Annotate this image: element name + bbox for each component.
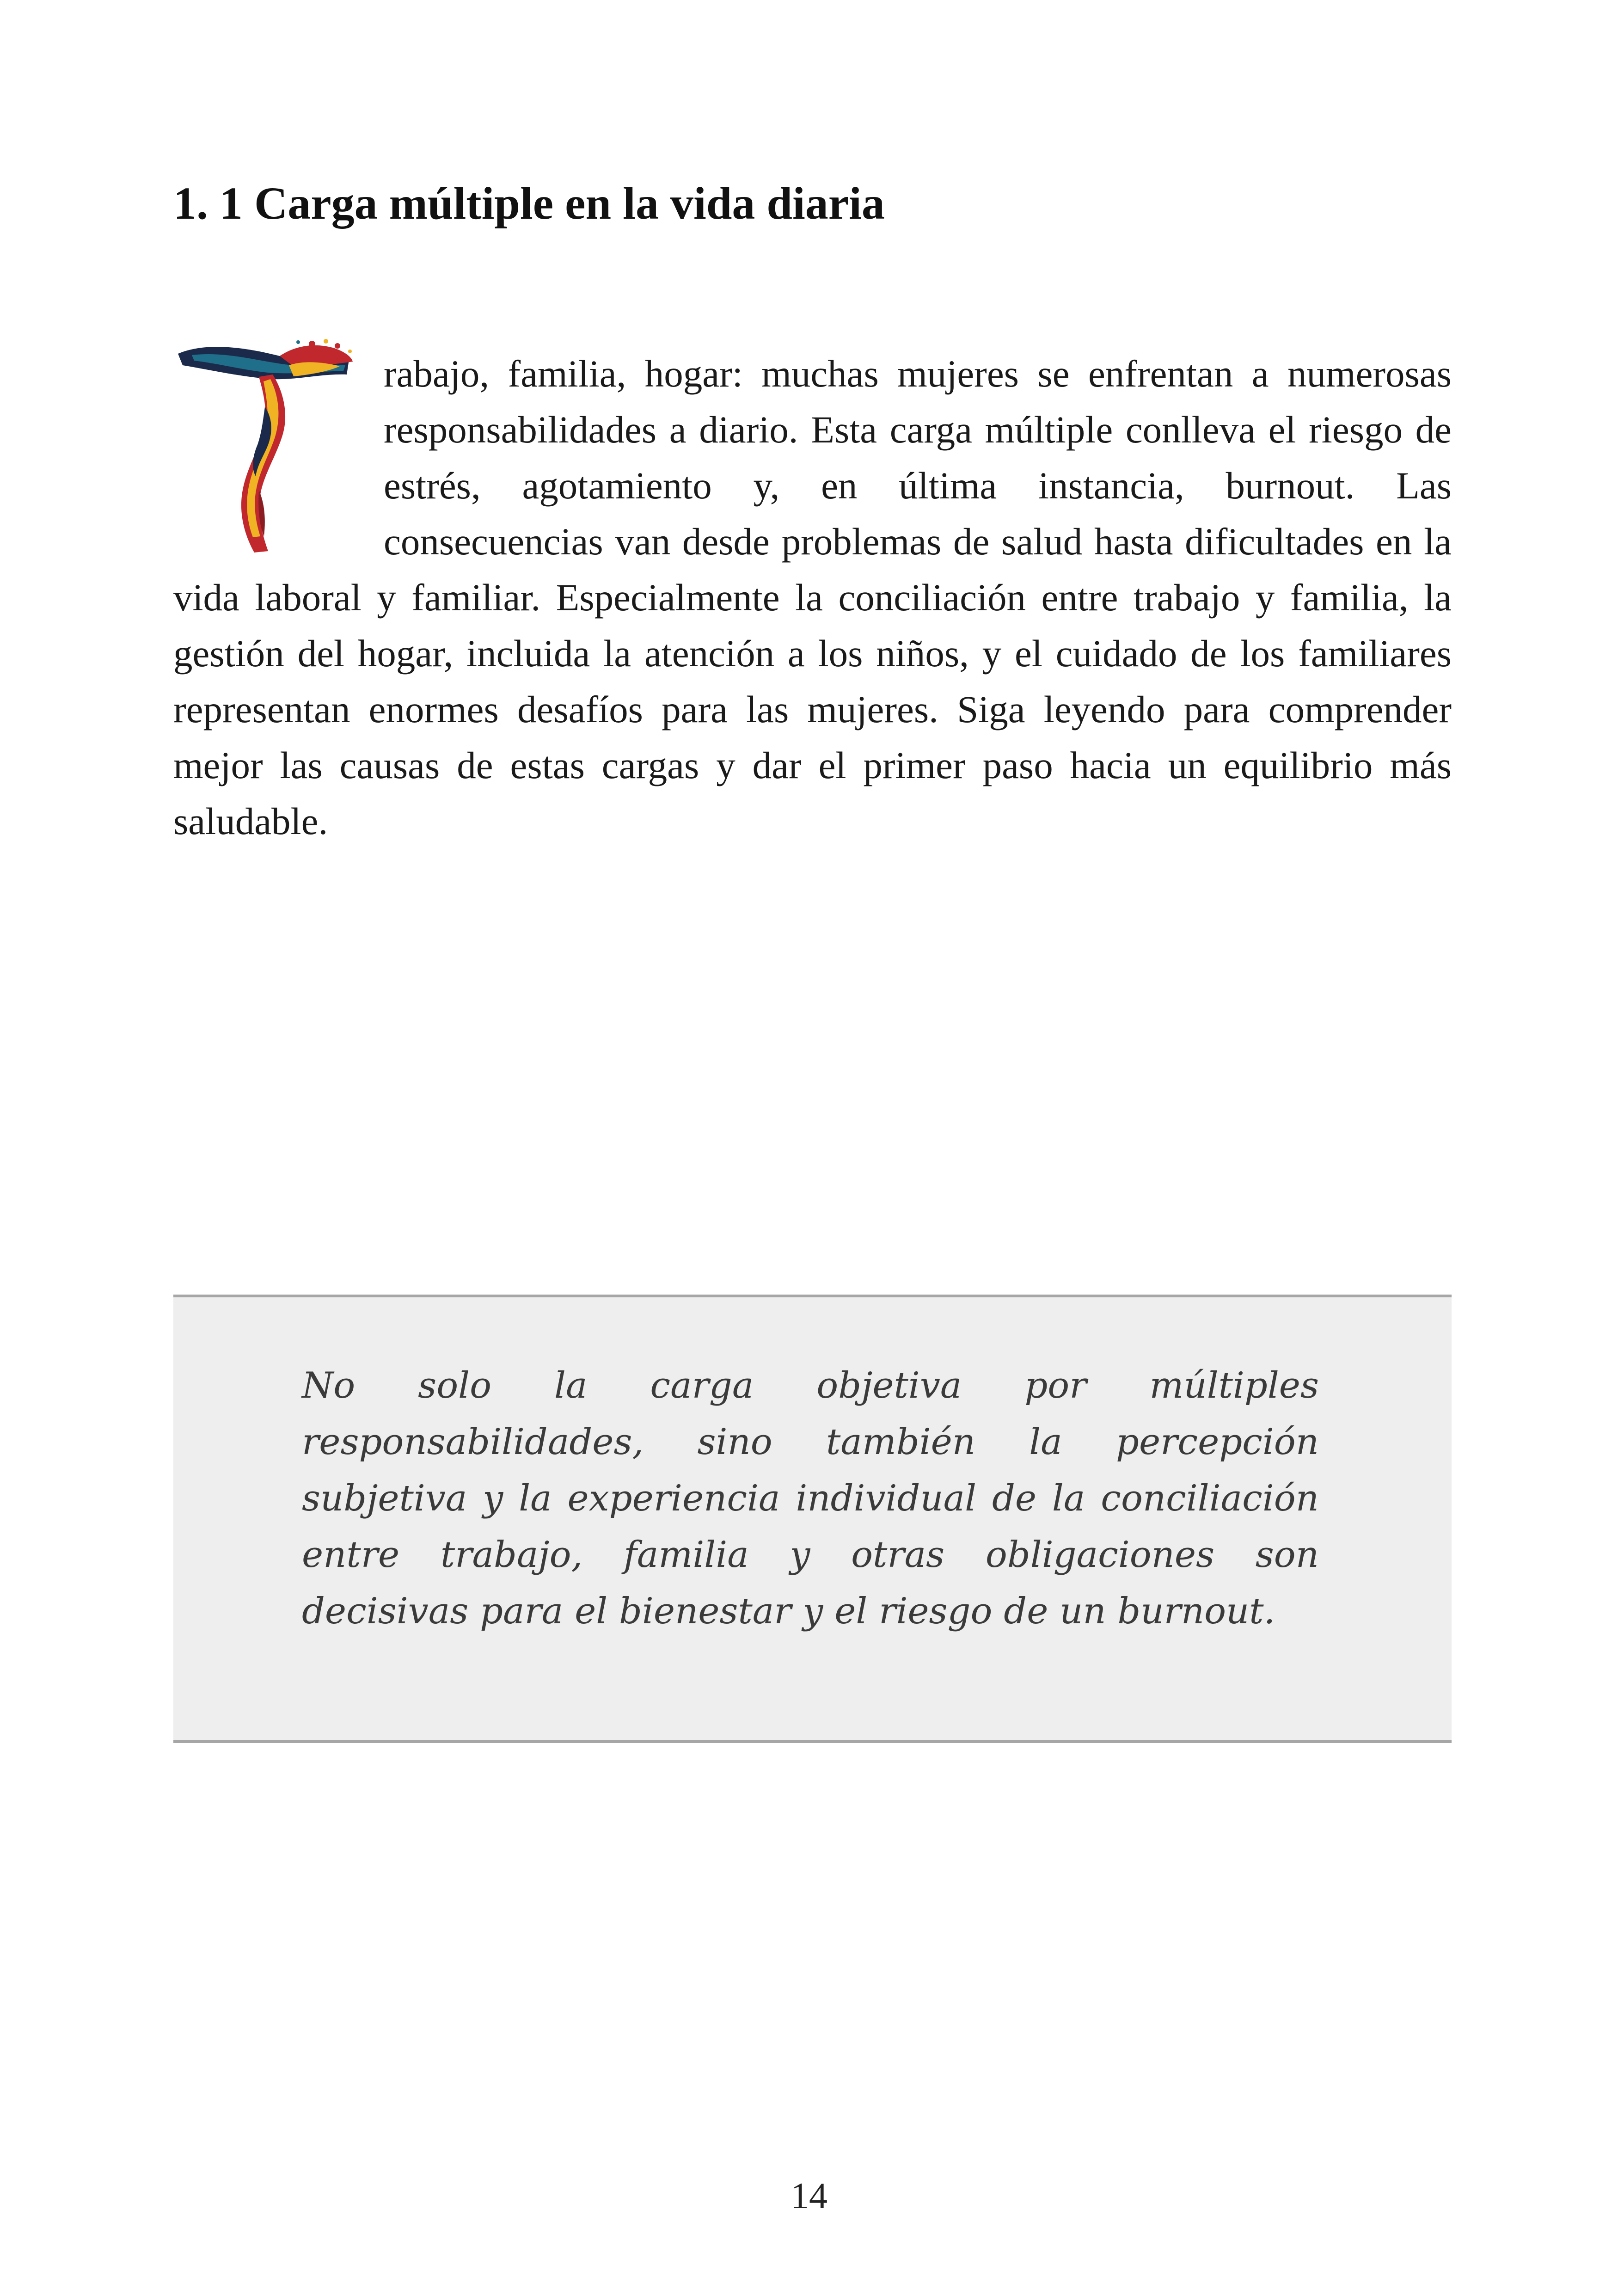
highlight-callout-box: [173, 1295, 1452, 1743]
section-heading: 1. 1 Carga múltiple en la vida diaria: [173, 178, 885, 229]
page-number: 14: [791, 2176, 827, 2216]
callout-text: No solo la carga objetiva por múltiples responsabilidades, sino también la percepción subjetiva y la experiencia individual de la conciliación entre trabajo, familia y otras obligaciones son decisivas para el bienestar y el riesgo de un burnout.: [302, 1365, 1319, 1632]
painted-letter-t-icon: [173, 338, 384, 564]
intro-paragraph: [173, 346, 1452, 849]
intro-text: rabajo, familia, hogar: muchas mujeres se enfrentan a numerosas responsabilidades a diario. Esta carga múltiple conlleva el riesgo de estrés, agotamiento y, en última instancia, burnout. Las consecuencias van desde problemas de salud hasta dificultades en la vida laboral y familiar. Especialmente la conciliación entre trabajo y familia, la gestión del hogar, incluida la atención a los niños, y el cuidado de los familiares representan enormes desafíos para las mujeres. Siga leyendo para comprender mejor las causas de estas cargas y dar el primer paso hacia un equilibrio más saludable.: [173, 352, 1452, 842]
